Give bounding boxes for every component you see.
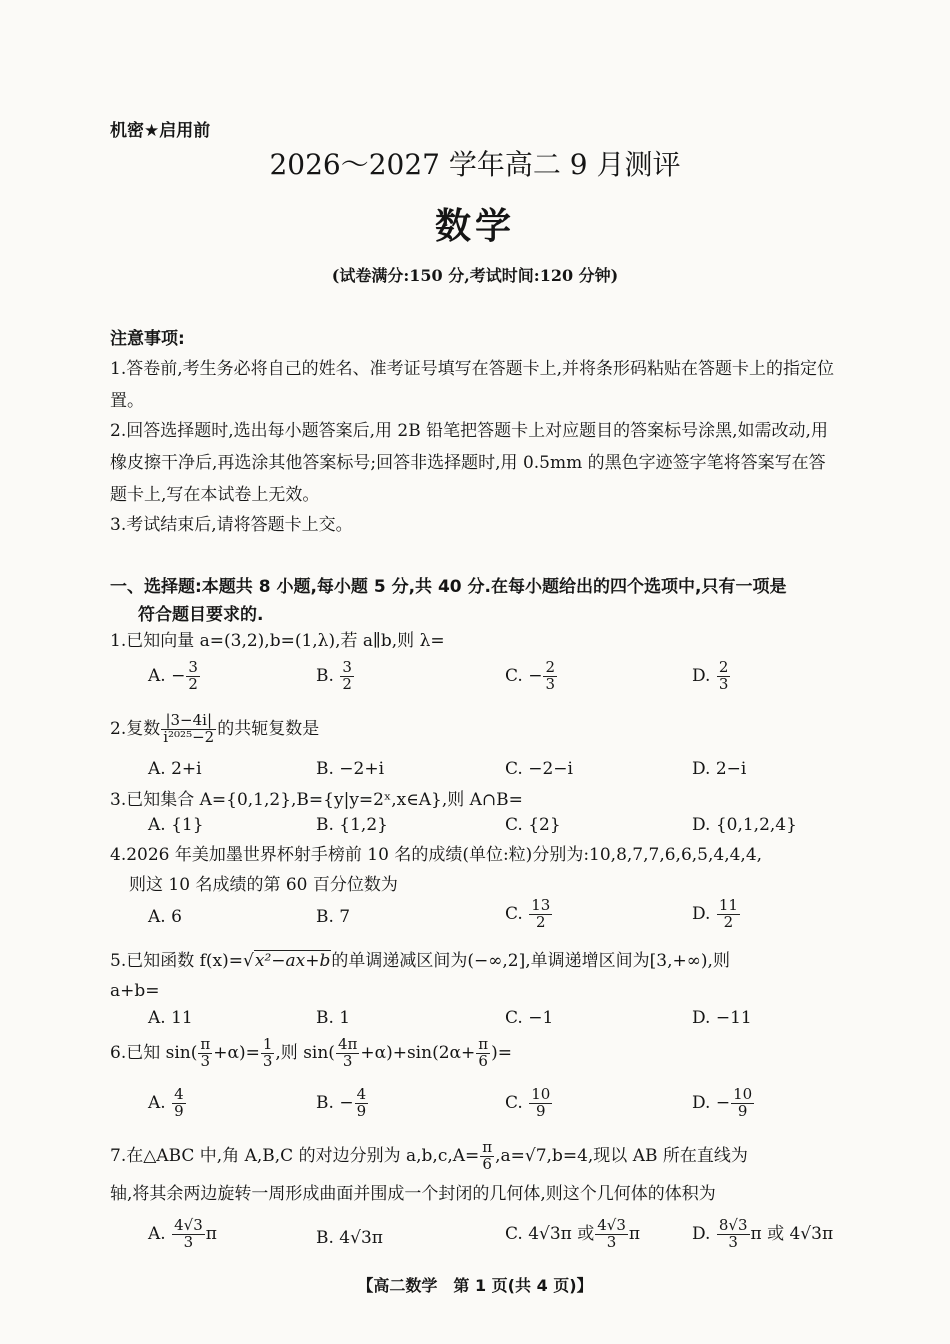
- q3-option-d[interactable]: D. {0,1,2,4}: [692, 815, 797, 835]
- exam-info: (试卷满分:150 分,考试时间:120 分钟): [331, 266, 619, 285]
- page-footer: 【高二数学 第 1 页(共 4 页)】: [357, 1276, 593, 1295]
- q4-option-d[interactable]: D. $\frac{11}{2}$: [692, 896, 738, 931]
- question-5-stem: 5.已知函数 f(x)=√x²−ax+b的单调递减区间为(−∞,2],单调递增区间为[3,+∞),则 a+b=: [110, 951, 730, 1001]
- q2-option-d[interactable]: D. 2−i: [692, 759, 747, 779]
- q5-option-a[interactable]: A. 11: [148, 1008, 193, 1028]
- q4-option-a[interactable]: A. 6: [148, 907, 182, 927]
- question-6-stem: 6.已知 sin( $\frac{\pi}{3}$ +α)= $\frac{1}{3}$ ,则 sin( $\frac{4\pi}{3}$ +α)+sin(2α+ $\frac{\pi}{6}$ )=: [110, 1035, 512, 1070]
- q6-option-c[interactable]: C. $\frac{10}{9}$: [505, 1085, 551, 1120]
- q5-option-d[interactable]: D. −11: [692, 1008, 752, 1028]
- q6-option-b[interactable]: B. − $\frac{4}{9}$: [316, 1085, 367, 1120]
- q7-option-a[interactable]: A. $\frac{4√3}{3}$ π: [148, 1216, 217, 1251]
- q2-option-a[interactable]: A. 2+i: [148, 759, 202, 779]
- q1-option-d[interactable]: D. $\frac{2}{3}$: [692, 658, 729, 693]
- notice-item-2: 2.回答选择题时,选出每小题答案后,用 2B 铅笔把答题卡上对应题目的答案标号涂黑,如需改动,用橡皮擦干净后,再选涂其他答案标号;回答非选择题时,用 0.5mm 的黑色字迹签字笔将答案写在答题卡上,写在本试卷上无效。: [110, 421, 828, 505]
- q6-option-d[interactable]: D. − $\frac{10}{9}$: [692, 1085, 753, 1120]
- q1-option-a[interactable]: A. − $\frac{3}{2}$: [148, 658, 198, 693]
- q4-option-b[interactable]: B. 7: [316, 907, 351, 927]
- q2-option-b[interactable]: B. −2+i: [316, 759, 385, 779]
- notice-item-1: 1.答卷前,考生务必将自己的姓名、准考证号填写在答题卡上,并将条形码粘贴在答题卡上的指定位置。: [110, 359, 835, 411]
- question-3-stem: 3.已知集合 A={0,1,2},B={y|y=2ˣ,x∈A},则 A∩B=: [110, 790, 523, 810]
- q1-option-b[interactable]: B. $\frac{3}{2}$: [316, 658, 352, 693]
- question-7-stem: 7.在△ABC 中,角 A,B,C 的对边分别为 a,b,c,A= $\frac{\pi}{6}$ ,a=√7,b=4,现以 AB 所在直线为 轴,将其余两边旋转一周形成曲面并围成一个封闭的几何体,则这个几何体的体积为: [110, 1138, 748, 1204]
- q2-option-c[interactable]: C. −2−i: [505, 759, 573, 779]
- q4-option-c[interactable]: C. $\frac{13}{2}$: [505, 896, 551, 931]
- notice-item-3: 3.考试结束后,请将答题卡上交。: [110, 515, 353, 535]
- confidential-mark: 机密★启用前: [110, 121, 211, 141]
- subject-title: 数学: [434, 205, 515, 247]
- q7-option-b[interactable]: B. 4√3π: [316, 1228, 383, 1248]
- question-2-stem: 2.复数 $\frac{|3-4i|}{\text{i²⁰²⁵−2}}$ 的共轭复数是: [110, 711, 320, 746]
- exam-title: 2026～2027 学年高二 9 月测评: [269, 148, 681, 181]
- question-1-stem: 1.已知向量 a=(3,2),b=(1,λ),若 a∥b,则 λ=: [110, 631, 445, 651]
- q5-option-b[interactable]: B. 1: [316, 1008, 351, 1028]
- q6-option-a[interactable]: A. $\frac{4}{9}$: [148, 1085, 184, 1120]
- q7-option-c[interactable]: C. 4√3π 或 $\frac{4√3}{3}$ π: [505, 1216, 641, 1251]
- section-heading: 一、选择题:本题共 8 小题,每小题 5 分,共 40 分.在每小题给出的四个选项中,只有一项是 符合题目要求的.: [110, 577, 787, 625]
- q3-option-b[interactable]: B. {1,2}: [316, 815, 388, 835]
- notices-heading: 注意事项:: [110, 329, 185, 349]
- q3-option-c[interactable]: C. {2}: [505, 815, 561, 835]
- q1-option-c[interactable]: C. − $\frac{2}{3}$: [505, 658, 556, 693]
- q3-option-a[interactable]: A. {1}: [148, 815, 204, 835]
- q5-option-c[interactable]: C. −1: [505, 1008, 554, 1028]
- q7-option-d[interactable]: D. $\frac{8√3}{3}$ π 或 4√3π: [692, 1216, 834, 1251]
- question-4-stem: 4.2026 年美加墨世界杯射手榜前 10 名的成绩(单位:粒)分别为:10,8,7,7,6,6,5,4,4,4, 则这 10 名成绩的第 60 百分位数为: [110, 845, 763, 895]
